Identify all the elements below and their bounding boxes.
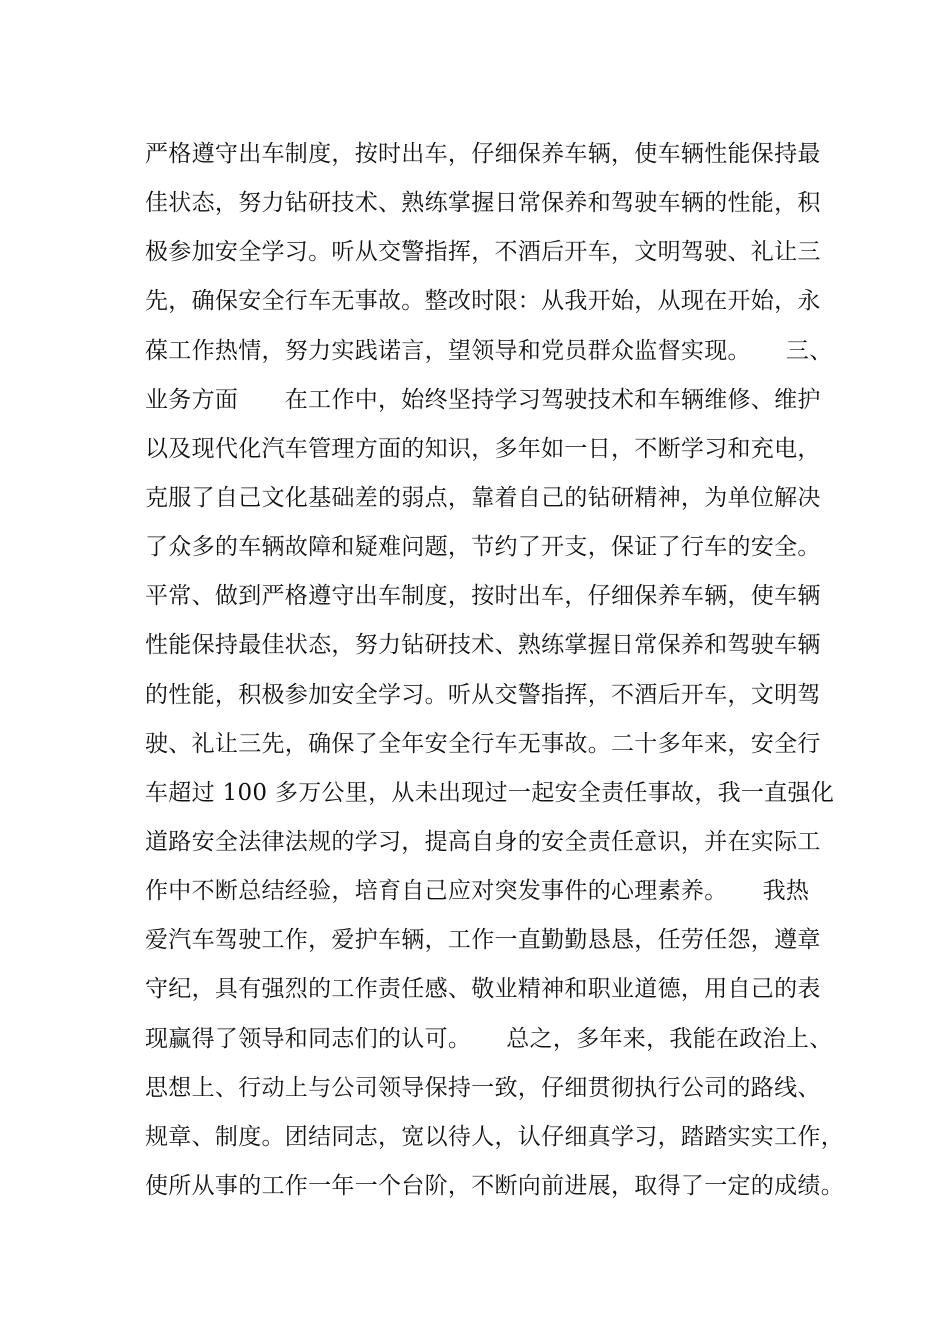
text-line: 性能保持最佳状态，努力钻研技术、熟练掌握日常保养和驾驶车辆 [145, 632, 821, 659]
text-line: 业务方面 在工作中，始终坚持学习驾驶技术和车辆维修、维护 [145, 386, 821, 413]
text-line: 严格遵守出车制度，按时出车，仔细保养车辆，使车辆性能保持最 [145, 141, 821, 167]
text-line: 以及现代化汽车管理方面的知识，多年如一日，不断学习和充电， [145, 435, 821, 462]
text-line: 极参加安全学习。听从交警指挥，不酒后开车，文明驾驶、礼让三 [145, 239, 821, 266]
text-line: 规章、制度。团结同志，宽以待人，认仔细真学习，踏踏实实工作， [145, 1123, 844, 1150]
text-line: 使所从事的工作一年一个台阶，不断向前进展，取得了一定的成绩。 [145, 1172, 844, 1199]
text-line: 道路安全法律法规的学习，提高自身的安全责任意识，并在实际工 [145, 828, 821, 855]
text-line: 克服了自己文化基础差的弱点，靠着自己的钻研精神，为单位解决 [145, 484, 821, 511]
text-line: 现赢得了领导和同志们的认可。 总之，多年来，我能在政治上、 [145, 1025, 833, 1052]
text-line: 的性能，积极参加安全学习。听从交警指挥，不酒后开车，文明驾 [145, 681, 821, 708]
text-line: 爱汽车驾驶工作，爱护车辆，工作一直勤勤恳恳，任劳任怨，遵章 [145, 927, 821, 954]
text-line: 平常、做到严格遵守出车制度，按时出车，仔细保养车辆，使车辆 [145, 583, 821, 610]
text-line: 先，确保安全行车无事故。整改时限：从我开始，从现在开始，永 [145, 288, 821, 315]
text-line: 驶、礼让三先，确保了全年安全行车无事故。二十多年来，安全行 [145, 730, 821, 757]
text-line: 葆工作热情，努力实践诺言，望领导和党员群众监督实现。 三、 [145, 337, 833, 364]
text-line: 作中不断总结经验，培育自己应对突发事件的心理素养。 我热 [145, 878, 810, 905]
text-line: 车超过 100 多万公里，从未出现过一起安全责任事故，我一直强化 [145, 779, 835, 806]
text-line: 了众多的车辆故障和疑难问题，节约了开支，保证了行车的安全。 [145, 534, 821, 561]
text-line: 佳状态，努力钻研技术、熟练掌握日常保养和驾驶车辆的性能，积 [145, 190, 821, 217]
text-line: 守纪，具有强烈的工作责任感、敬业精神和职业道德，用自己的表 [145, 976, 821, 1003]
body-text [145, 130, 845, 1211]
text-line: 思想上、行动上与公司领导保持一致，仔细贯彻执行公司的路线、 [145, 1074, 821, 1101]
